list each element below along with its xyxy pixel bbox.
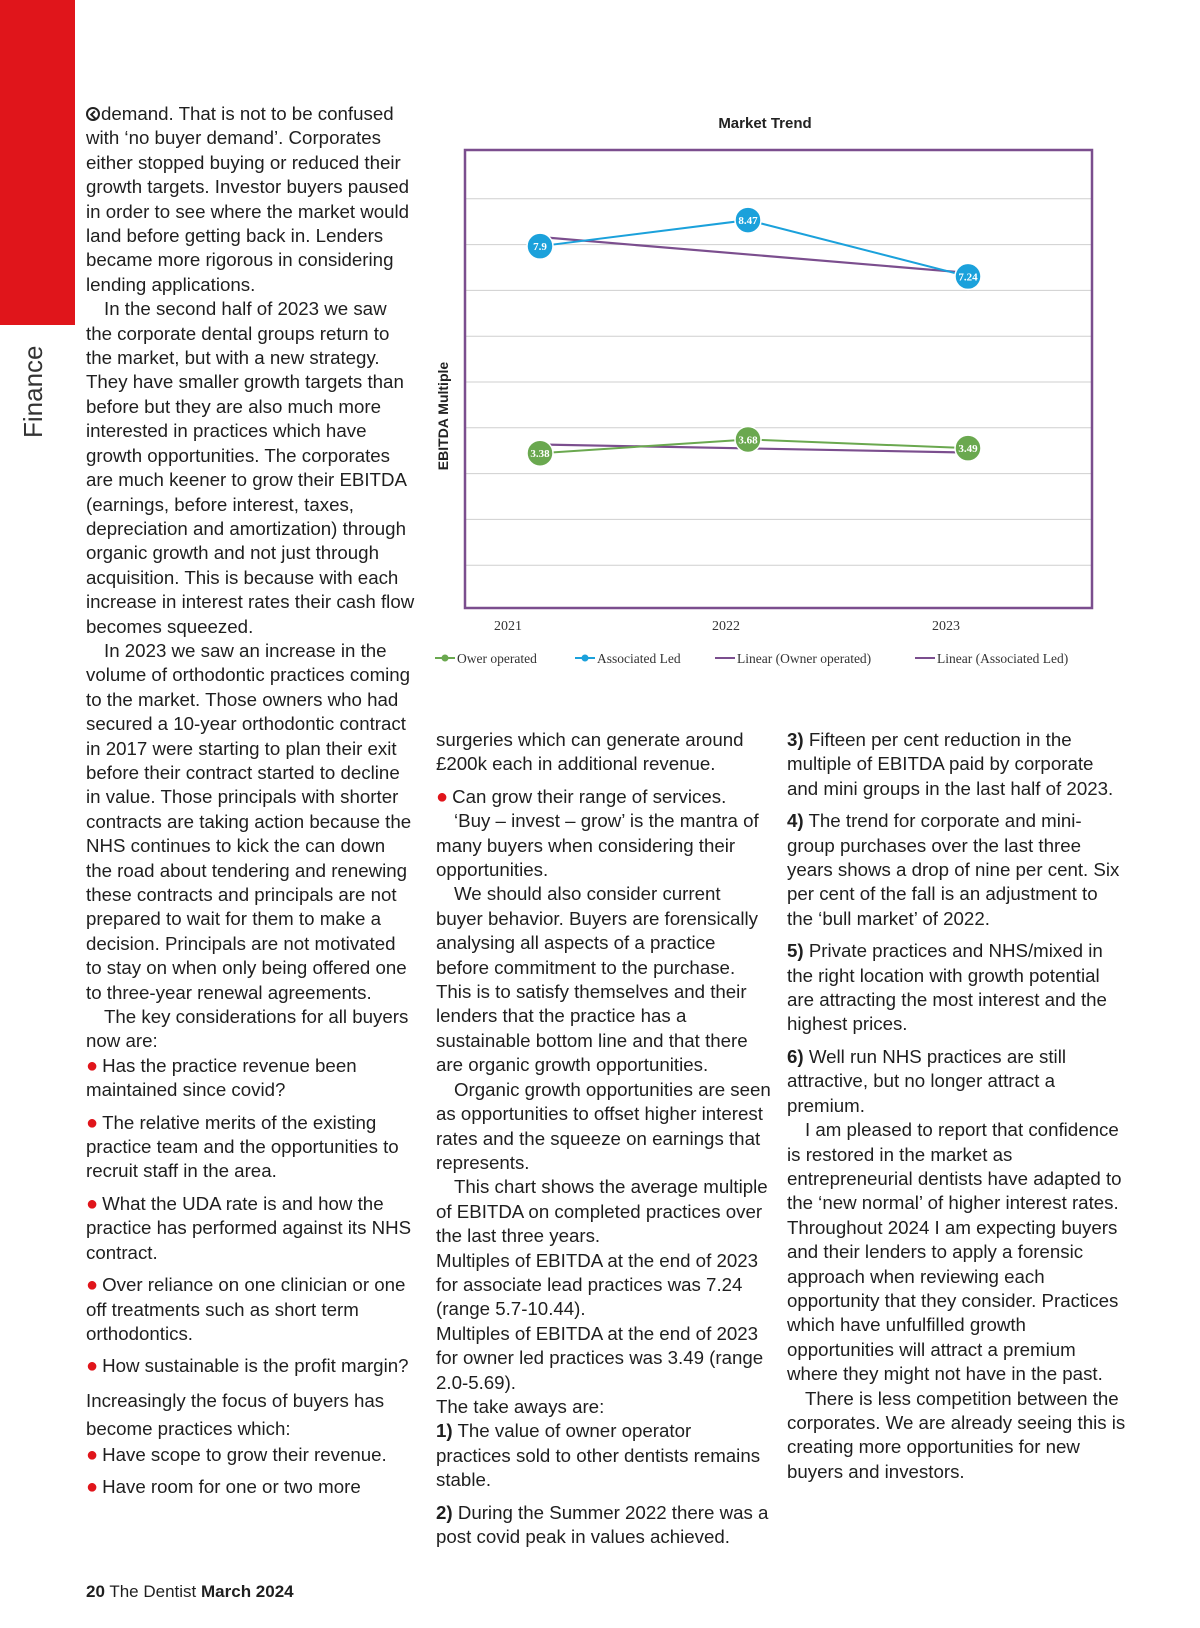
paragraph: In 2023 we saw an increase in the volume of orthodontic practices coming to the market. Those owners who had secured a 10-year orthodontic contract in 2017 were starting to plan their exit before their contract started to decline in value. Those principals with shorter contracts are taking action because the NHS continues to kick the can down the road about tendering and renewing these contracts and principals are not prepared to wait for them to make a decision. Principals are not motivated to stay on when only being offered one to three-year renewal agreements. (86, 639, 412, 1003)
legend-item (715, 651, 871, 666)
chart-gridlines (465, 199, 1092, 565)
takeaway-item: 3) Fifteen per cent reduction in the multiple of EBITDA paid by corporate and mini groups in the last half of 2023. (787, 729, 1114, 799)
chart-plot-frame (465, 150, 1092, 608)
takeaway-item: 5) Private practices and NHS/mixed in the right location with growth potential are attracting the most interest and the highest prices. (787, 940, 1107, 1035)
list-item: ● Can grow their range of services. (436, 785, 727, 808)
chart-legend (435, 651, 1068, 666)
bullet-dot-icon: ● (86, 1111, 99, 1134)
list-item: ● Over reliance on one clinician or one off treatments such as short term orthodontics. (86, 1274, 406, 1344)
paragraph: ‘Buy – invest – grow’ is the mantra of many buyers when considering their opportunities. (436, 810, 759, 881)
legend-item (435, 651, 537, 666)
paragraph: Increasingly the focus of buyers has become practices which: (86, 1389, 385, 1439)
paragraph: The key considerations for all buyers now are: (86, 1006, 409, 1052)
list-item: ● Has the practice revenue been maintained since covid? (86, 1054, 357, 1101)
legend-label: Associated Led (597, 651, 681, 666)
paragraph: demand. That is not to be confused with ‘no buyer demand’. Corporates either stopped buying or reduced their growth targets. Investor buyers paused in order to see where the market would land before getting back in. Lenders became more rigorous in considering lending applications. (86, 103, 410, 295)
chart-x-ticks (494, 619, 960, 634)
bullet-dot-icon: ● (436, 785, 449, 808)
data-label: 3.38 (530, 448, 550, 461)
legend-label: Linear (Owner operated) (737, 651, 872, 666)
section-label: Finance (18, 345, 48, 438)
bullet-dot-icon: ● (86, 1476, 99, 1499)
section-color-tab (0, 0, 75, 325)
x-tick-label: 2023 (932, 619, 960, 634)
data-label: 3.68 (738, 434, 758, 447)
x-tick-label: 2022 (712, 619, 740, 634)
takeaway-item: 4) The trend for corporate and mini-group purchases over the last three years shows a drop of nine per cent. Six per cent of the fall is an adjustment to the ‘bull market’ of 2022. (787, 810, 1120, 929)
paragraph: Multiples of EBITDA at the end of 2023 for associate lead practices was 7.24 (range 5.7-10.44). (436, 1249, 759, 1320)
bullet-dot-icon: ● (86, 1192, 99, 1215)
paragraph: I am pleased to report that confidence is restored in the market as entrepreneurial dentists have adapted to the ‘new normal’ of higher interest rates. Throughout 2024 I am expecting buyers and their lenders to apply a forensic approach when reviewing each opportunity that they consider. Practices which have unfulfilled growth opportunities will attract a premium where they might not have in the past. (787, 1119, 1122, 1385)
paragraph: There is less competition between the corporates. We are already seeing this is creating more opportunities for new buyers and investors. (787, 1387, 1126, 1482)
column-3 (787, 728, 1127, 1484)
legend-item (575, 651, 681, 666)
paragraph: The take aways are: (436, 1395, 605, 1417)
legend-label: Linear (Associated Led) (937, 651, 1069, 666)
data-label: 8.47 (738, 215, 758, 228)
paragraph: Multiples of EBITDA at the end of 2023 for owner led practices was 3.49 (range 2.0-5.69). (436, 1322, 764, 1393)
issue-date: March 2024 (201, 1582, 294, 1601)
legend-label: Ower operated (457, 651, 537, 666)
column-1 (86, 102, 416, 1500)
takeaway-item: 1) The value of owner operator practices sold to other dentists remains stable. (436, 1420, 761, 1491)
paragraph: In the second half of 2023 we saw the corporate dental groups return to the market, but with a new strategy. They have smaller growth targets than before but they are also much more interested in practices which have growth opportunities. The corporates are much keener to grow their EBITDA (earnings, before interest, taxes, depreciation and amortization) through organic growth and not just through acquisition. This is because with each increase in interest rates their cash flow becomes squeezed. (86, 298, 415, 637)
paragraph: This chart shows the average multiple of EBITDA on completed practices over the last three years. (436, 1176, 768, 1247)
list-item: ● Have scope to grow their revenue. (86, 1443, 387, 1466)
page-footer (86, 1582, 294, 1602)
magazine-name: The Dentist (109, 1582, 197, 1601)
page-number: 20 (86, 1582, 105, 1601)
market-trend-chart (430, 108, 1130, 668)
chart-y-axis-label: EBITDA Multiple (435, 361, 451, 471)
bullet-dot-icon: ● (86, 1054, 99, 1077)
list-item: ● Have room for one or two more (86, 1476, 361, 1499)
list-item: ● How sustainable is the profit margin? (86, 1355, 409, 1378)
column-2 (436, 728, 771, 1549)
bullet-dot-icon: ● (86, 1274, 99, 1297)
chart-title: Market Trend (718, 115, 812, 132)
trend-line-2 (540, 237, 978, 274)
paragraph: We should also consider current buyer behavior. Buyers are forensically analysing all aspects of a practice before commitment to the purchase. This is to satisfy themselves and their lenders that the practice has a sustainable bottom line and that there are organic growth opportunities. (436, 883, 759, 1076)
list-item: ● What the UDA rate is and how the practice has performed against its NHS contract. (86, 1192, 412, 1263)
legend-item (915, 651, 1068, 666)
legend-marker (582, 655, 589, 662)
paragraph: surgeries which can generate around £200k each in additional revenue. (436, 729, 744, 775)
continued-arrow-icon (86, 107, 100, 121)
data-label: 3.49 (958, 443, 978, 456)
data-label: 7.9 (533, 241, 547, 254)
list-item: ● The relative merits of the existing practice team and the opportunities to recruit staff in the area. (86, 1111, 399, 1182)
legend-marker (442, 655, 449, 662)
takeaway-item: 2) During the Summer 2022 there was a post covid peak in values achieved. (436, 1501, 769, 1547)
x-tick-label: 2021 (494, 619, 522, 634)
takeaway-item: 6) Well run NHS practices are still attractive, but no longer attract a premium. (787, 1045, 1067, 1116)
bullet-dot-icon: ● (86, 1355, 99, 1378)
paragraph: Organic growth opportunities are seen as opportunities to offset higher interest rates and the squeeze on earnings that represents. (436, 1078, 771, 1173)
bullet-dot-icon: ● (86, 1443, 99, 1466)
data-label: 7.24 (958, 271, 978, 284)
